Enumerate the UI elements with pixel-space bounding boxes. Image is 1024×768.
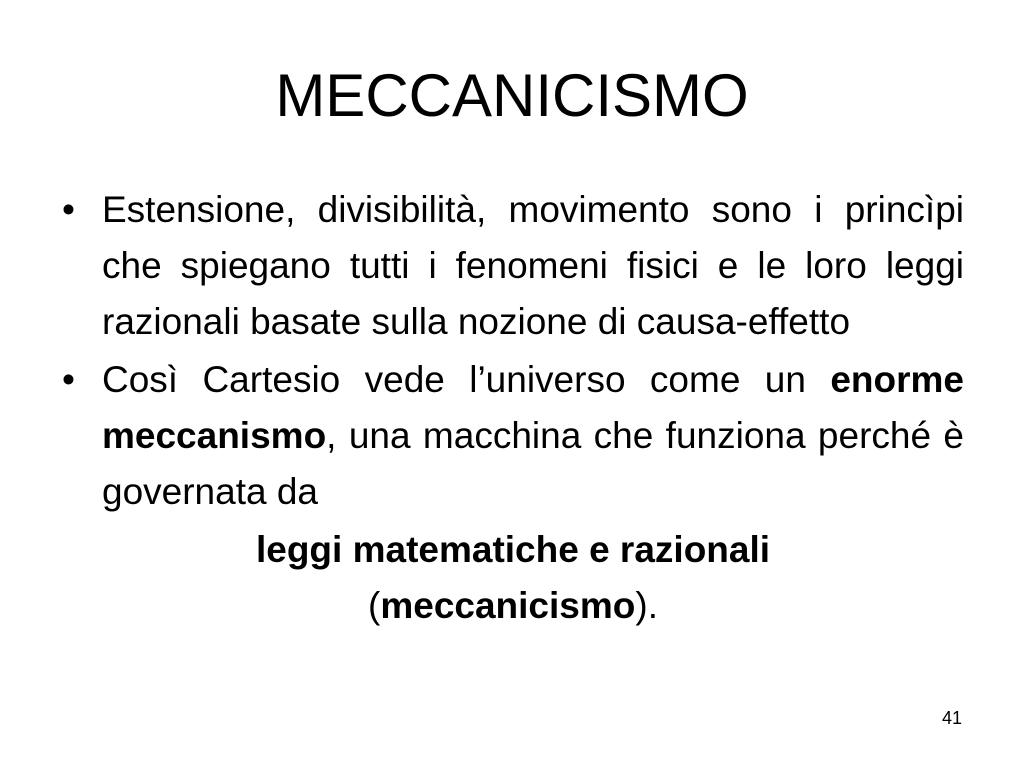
page-number: 41 xyxy=(941,708,962,728)
bullet-icon: • xyxy=(62,189,75,230)
bullet-text-2-bold: enorme meccanismo xyxy=(102,359,964,456)
conclusion-close-paren: ). xyxy=(635,585,658,626)
bullet-text-1: Estensione, divisibilità, movimento sono i princìpi che spiegano tutti i fenomeni fisici e le loro leggi razionali basate sulla nozione di causa-effetto xyxy=(102,189,964,342)
bullet-item-2 xyxy=(62,352,964,520)
bullet-text-2-before: Così Cartesio vede l’universo come un xyxy=(102,359,831,400)
conclusion-open-paren: ( xyxy=(368,585,381,626)
conclusion-line-2 xyxy=(62,578,964,634)
bullet-item-1 xyxy=(62,182,964,350)
centered-conclusion xyxy=(62,522,964,634)
slide-title: MECCANICISMO xyxy=(275,62,749,129)
conclusion-bold-word: meccanicismo xyxy=(380,585,636,626)
slide-body xyxy=(62,182,964,634)
conclusion-line-1: leggi matematiche e razionali xyxy=(255,529,771,570)
bullet-text-2-after: , una macchina che funziona perché è governata da xyxy=(102,415,964,512)
bullet-icon: • xyxy=(62,359,75,400)
